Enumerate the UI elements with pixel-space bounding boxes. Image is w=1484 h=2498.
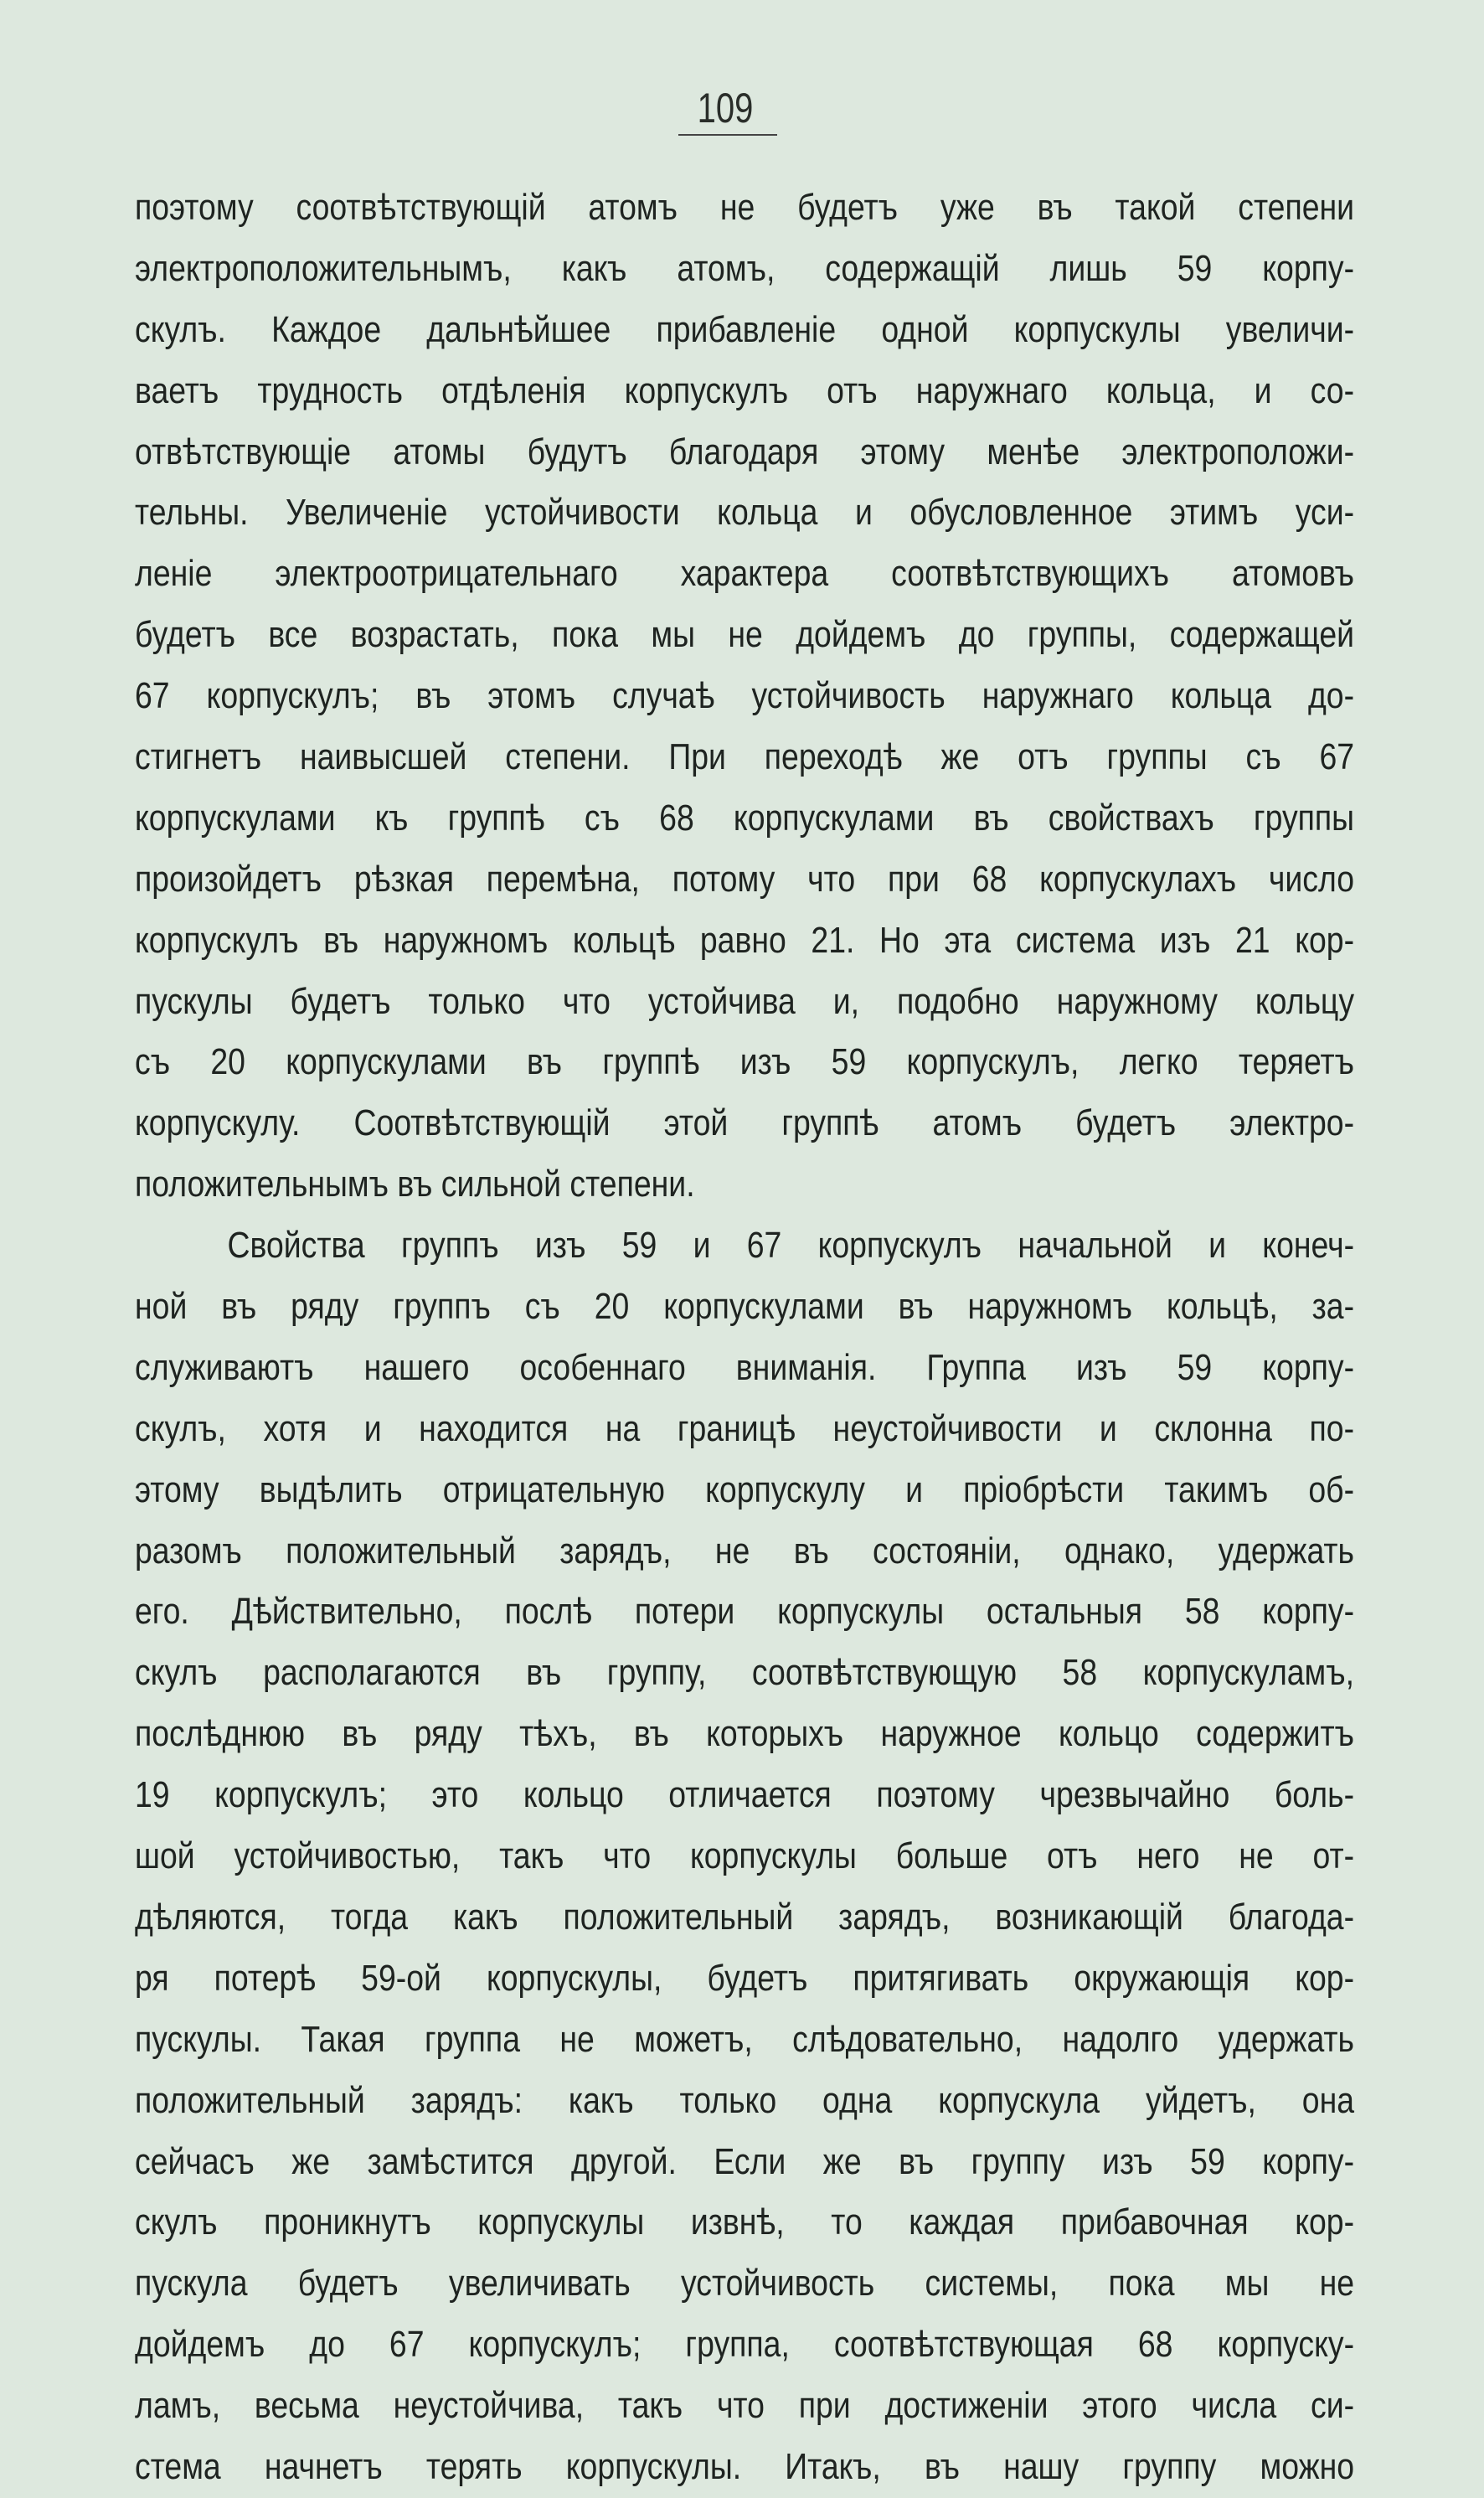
text-line: корпускулъ въ наружномъ кольцѣ равно 21. Но эта система изъ 21 кор- — [135, 919, 1355, 961]
text-line: скулъ, хотя и находится на границѣ неустойчивости и склонна по- — [135, 1407, 1355, 1449]
text-line: положительнымъ въ сильной степени. — [135, 1164, 695, 1205]
text-line: будетъ все возрастать, пока мы не дойдемъ до группы, содержащей — [135, 614, 1355, 656]
text-line: пускулы. Такая группа не можетъ, слѣдовательно, надолго удержать — [135, 2018, 1355, 2060]
text-line: отвѣтствующіе атомы будутъ благодаря этому менѣе электроположи- — [135, 431, 1355, 472]
paragraph — [135, 1215, 1354, 2498]
text-line: служиваютъ нашего особеннаго вниманія. Группа изъ 59 корпу- — [135, 1346, 1355, 1388]
text-line: ря потерѣ 59-ой корпускулы, будетъ притягивать окружающія кор- — [135, 1957, 1355, 1999]
text-line: электроположительнымъ, какъ атомъ, содержащій лишь 59 корпу- — [135, 247, 1355, 289]
text-line: корпускулу. Соотвѣтствующій этой группѣ атомъ будетъ электро- — [135, 1102, 1355, 1144]
text-line: сейчасъ же замѣстится другой. Если же въ группу изъ 59 корпу- — [135, 2140, 1355, 2182]
text-line: леніе электроотрицательнаго характера соотвѣтствующихъ атомовъ — [135, 553, 1355, 595]
text-line: этому выдѣлить отрицательную корпускулу и пріобрѣсти такимъ об- — [135, 1468, 1355, 1510]
body-text — [135, 178, 1354, 2498]
text-line: поэтому соотвѣтствующій атомъ не будетъ уже въ такой степени — [135, 187, 1355, 228]
text-line: Свойства группъ изъ 59 и 67 корпускулъ начальной и конеч- — [227, 1225, 1355, 1267]
page-number: 109 — [697, 85, 754, 132]
text-line: положительный зарядъ: какъ только одна корпускула уйдетъ, она — [135, 2079, 1355, 2121]
text-line: ламъ, весьма неустойчива, такъ что при достиженіи этого числа си- — [135, 2385, 1355, 2427]
text-line: стигнетъ наивысшей степени. При переходѣ же отъ группы съ 67 — [135, 736, 1355, 778]
text-line: скулъ. Каждое дальнѣйшее прибавленіе одной корпускулы увеличи- — [135, 308, 1355, 350]
paragraph — [135, 178, 1354, 1215]
text-line: ваетъ трудность отдѣленія корпускулъ отъ наружнаго кольца, и со- — [135, 369, 1355, 411]
text-line: стема начнетъ терять корпускулы. Итакъ, въ нашу группу можно — [135, 2445, 1355, 2487]
text-line: пускулы будетъ только что устойчива и, подобно наружному кольцу — [135, 980, 1355, 1022]
text-line: дѣляются, тогда какъ положительный зарядъ, возникающій благода- — [135, 1896, 1355, 1938]
text-line: 19 корпускулъ; это кольцо отличается поэтому чрезвычайно боль- — [135, 1774, 1355, 1816]
text-line: дойдемъ до 67 корпускулъ; группа, соотвѣтствующая 68 корпуску- — [135, 2324, 1355, 2366]
text-line: его. Дѣйствительно, послѣ потери корпускулы остальныя 58 корпу- — [135, 1591, 1355, 1633]
text-line: корпускулами къ группѣ съ 68 корпускулами въ свойствахъ группы — [135, 797, 1355, 839]
text-line: скулъ располагаются въ группу, соотвѣтствующую 58 корпускуламъ, — [135, 1652, 1355, 1694]
text-line: послѣднюю въ ряду тѣхъ, въ которыхъ наружное кольцо содержитъ — [135, 1713, 1355, 1755]
text-line: 67 корпускулъ; въ этомъ случаѣ устойчивость наружнаго кольца до- — [135, 675, 1355, 717]
page-number-rule — [678, 134, 777, 136]
text-line: разомъ положительный зарядъ, не въ состояніи, однако, удержать — [135, 1530, 1355, 1572]
text-line: тельны. Увеличеніе устойчивости кольца и обусловленное этимъ уси- — [135, 492, 1355, 534]
text-line: скулъ проникнутъ корпускулы извнѣ, то каждая прибавочная кор- — [135, 2201, 1355, 2243]
text-line: произойдетъ рѣзкая перемѣна, потому что при 68 корпускулахъ число — [135, 858, 1355, 900]
text-line: съ 20 корпускулами въ группѣ изъ 59 корпускулъ, легко теряетъ — [135, 1041, 1355, 1083]
text-line: пускула будетъ увеличивать устойчивость системы, пока мы не — [135, 2263, 1355, 2304]
text-line: ной въ ряду группъ съ 20 корпускулами въ наружномъ кольцѣ, за- — [135, 1286, 1355, 1328]
text-line: шой устойчивостью, такъ что корпускулы больше отъ него не от- — [135, 1835, 1355, 1877]
